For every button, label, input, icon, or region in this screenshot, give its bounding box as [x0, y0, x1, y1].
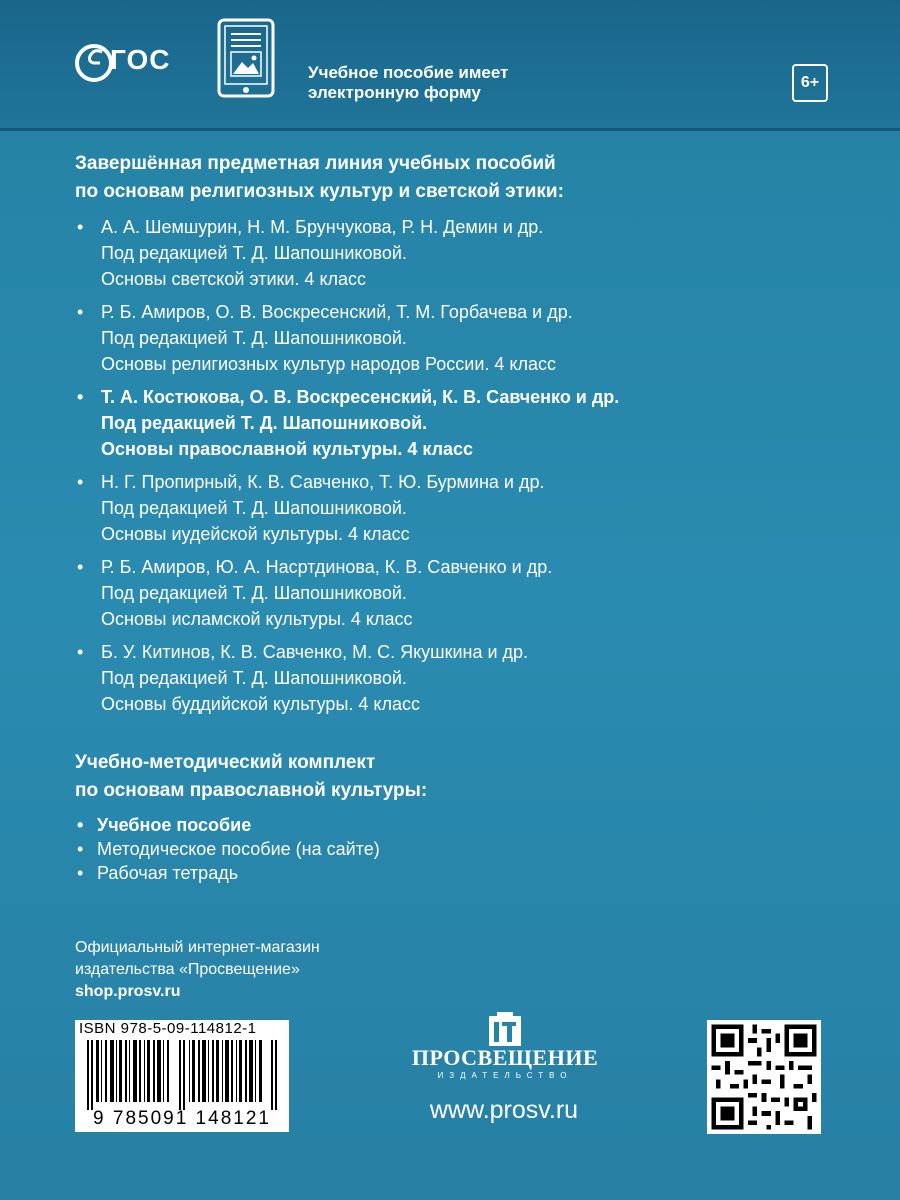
book-authors: А. А. Шемшурин, Н. М. Брунчукова, Р. Н. Демин и др.	[101, 217, 544, 237]
publisher-subtitle: ИЗДАТЕЛЬСТВО	[437, 1071, 573, 1080]
book-editor: Под редакцией Т. Д. Шапошниковой.	[101, 583, 407, 603]
book-item-islamic-culture	[75, 554, 855, 632]
eform-line-1: Учебное пособие имеет	[308, 63, 509, 82]
book-editor: Под редакцией Т. Д. Шапошниковой.	[101, 668, 407, 688]
book-title: Основы религиозных культур народов России. 4 класс	[101, 354, 557, 374]
kit-heading	[75, 749, 855, 805]
isbn-barcode-block	[75, 1020, 289, 1132]
bullet-icon: •	[77, 302, 84, 322]
header-divider	[0, 128, 900, 131]
shop-line-2: издательства «Просвещение»	[75, 961, 300, 978]
kit-list	[75, 813, 855, 885]
series-heading-line-1: Завершённая предметная линия учебных пособий	[75, 153, 556, 174]
electronic-form-note	[308, 63, 508, 103]
qr-code-icon	[707, 1020, 821, 1134]
book-list	[75, 214, 855, 717]
series-heading-line-2: по основам религиозных культур и светской этики:	[75, 181, 564, 202]
book-item-jewish-culture	[75, 469, 855, 547]
shop-url: shop.prosv.ru	[75, 983, 181, 1000]
bullet-icon: •	[77, 472, 84, 492]
book-authors: Р. Б. Амиров, О. В. Воскресенский, Т. М. Горбачева и др.	[101, 302, 573, 322]
shop-line-1: Официальный интернет-магазин	[75, 939, 320, 956]
publisher-url: www.prosv.ru	[429, 1096, 579, 1124]
book-title: Основы светской этики. 4 класс	[101, 269, 367, 289]
publisher-name: ПРОСВЕЩЕНИЕ	[411, 1045, 599, 1070]
eform-line-2: электронную форму	[308, 83, 481, 102]
shop-info	[75, 937, 855, 1003]
kit-heading-line-2: по основам православной культуры:	[75, 780, 428, 801]
fgos-logo-text: ГОС	[110, 44, 171, 75]
bullet-icon: •	[77, 815, 84, 835]
kit-item-label: Учебное пособие	[97, 815, 252, 835]
bullet-icon: •	[77, 217, 84, 237]
book-title: Основы православной культуры. 4 класс	[101, 439, 474, 459]
book-editor: Под редакцией Т. Д. Шапошниковой.	[101, 413, 428, 433]
bullet-icon: •	[77, 839, 84, 859]
main-content	[75, 150, 855, 1003]
book-editor: Под редакцией Т. Д. Шапошниковой.	[101, 328, 407, 348]
kit-item-workbook	[75, 861, 855, 885]
barcode-digits: 9 785091 148121	[93, 1108, 271, 1129]
book-title: Основы иудейской культуры. 4 класс	[101, 524, 410, 544]
barcode-icon	[85, 1040, 281, 1110]
tablet-icon	[217, 18, 275, 98]
bullet-icon: •	[77, 387, 84, 407]
book-title: Основы буддийской культуры. 4 класс	[101, 694, 420, 714]
kit-item-methodical-guide	[75, 837, 855, 861]
book-item-religious-cultures	[75, 299, 855, 377]
kit-item-label: Рабочая тетрадь	[97, 863, 239, 883]
book-item-buddhist-culture	[75, 639, 855, 717]
bullet-icon: •	[77, 863, 84, 883]
kit-item-textbook	[75, 813, 855, 837]
book-editor: Под редакцией Т. Д. Шапошниковой.	[101, 498, 407, 518]
isbn-label: ISBN 978-5-09-114812-1	[79, 1020, 257, 1037]
kit-heading-line-1: Учебно-методический комплект	[75, 752, 376, 773]
bullet-icon: •	[77, 557, 84, 577]
book-authors: Б. У. Китинов, К. В. Савченко, М. С. Якушкина и др.	[101, 642, 529, 662]
series-heading	[75, 150, 855, 206]
book-item-secular-ethics	[75, 214, 855, 292]
book-authors: Н. Г. Пропирный, К. В. Савченко, Т. Ю. Бурмина и др.	[101, 472, 545, 492]
qr-code	[707, 1020, 821, 1134]
age-rating-badge: 6+	[792, 64, 828, 102]
book-authors: Р. Б. Амиров, Ю. А. Насртдинова, К. В. Савченко и др.	[101, 557, 553, 577]
book-authors: Т. А. Костюкова, О. В. Воскресенский, К. В. Савченко и др.	[101, 387, 620, 407]
book-title: Основы исламской культуры. 4 класс	[101, 609, 413, 629]
kit-item-label: Методическое пособие (на сайте)	[97, 839, 380, 859]
book-editor: Под редакцией Т. Д. Шапошниковой.	[101, 243, 407, 263]
publisher-logo-icon	[489, 1012, 521, 1046]
bullet-icon: •	[77, 642, 84, 662]
book-item-orthodox-culture	[75, 384, 855, 462]
